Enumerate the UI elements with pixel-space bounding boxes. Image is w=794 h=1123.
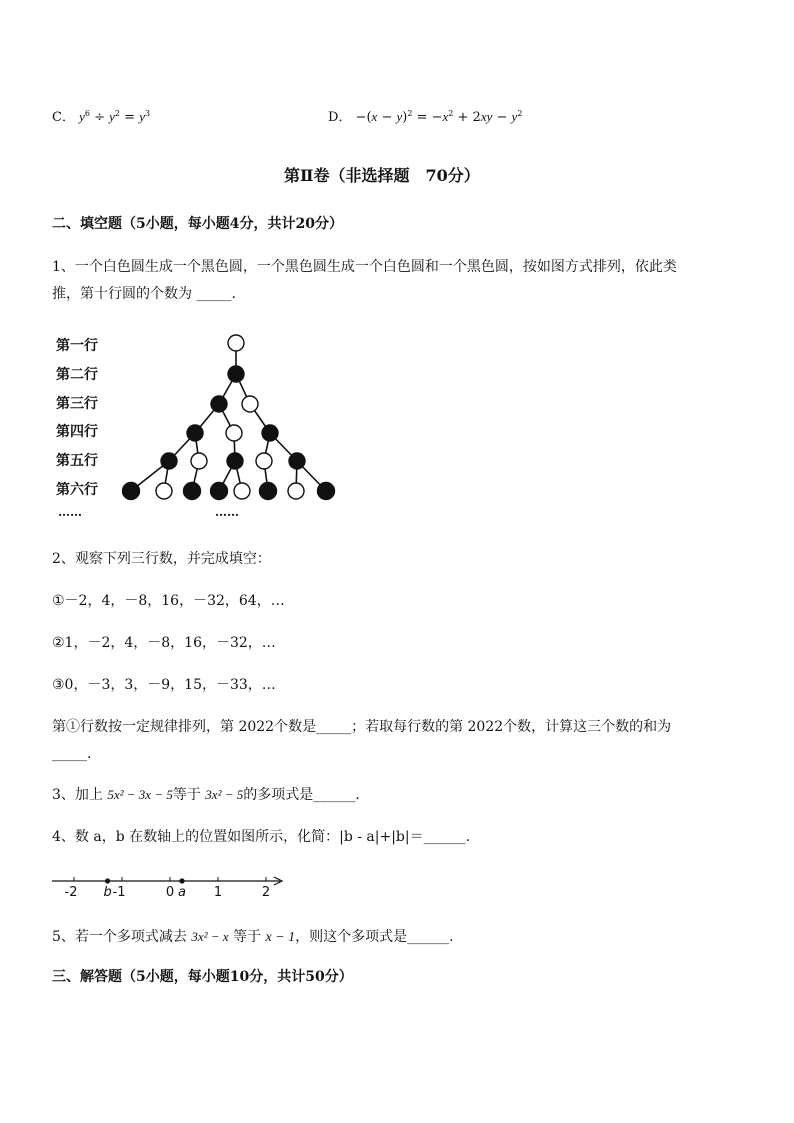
black-circle: [260, 483, 277, 500]
q1-line1: 1、一个白色圆生成一个黑色圆，一个黑色圆生成一个白色圆和一个黑色圆，按如图方式排列，依此类: [52, 259, 677, 275]
white-circle: [256, 453, 272, 469]
q2-row3: ③0，－3，3，－9，15，－33，…: [52, 677, 276, 693]
black-circle: [187, 425, 203, 441]
option-d: D． $-(x - y)^2 = -x^2 + 2xy - y^2$: [328, 109, 523, 125]
q5: 5、若一个多项式减去 3x² − x 等于 x − 1，则这个多项式是______.: [52, 929, 454, 945]
q2-row1: ①－2，4，－8，16，－32，64，…: [52, 593, 285, 609]
tree-dots-left: ……: [58, 505, 82, 519]
tree-row-label: 第四行: [56, 424, 98, 440]
black-circle: [228, 366, 244, 382]
section-title: 第Ⅱ卷（非选择题 70分）: [284, 166, 480, 185]
black-circle: [161, 453, 177, 469]
q3: 3、加上 5x² − 3x − 5等于 3x² − 5的多项式是______.: [52, 787, 360, 803]
white-circle: [234, 483, 250, 499]
number-line-tick-label: -1: [112, 885, 126, 900]
tree-row-label: 第五行: [56, 453, 98, 469]
tree-row-label: 第六行: [56, 482, 98, 498]
black-circle: [289, 453, 305, 469]
tree-row-label: 第二行: [56, 367, 98, 383]
white-circle: [191, 453, 207, 469]
q1-line2: 推，第十行圆的个数为 _____.: [52, 286, 236, 302]
option-d-letter: D．: [328, 110, 352, 125]
option-c-letter: C．: [52, 110, 75, 125]
black-circle: [318, 483, 335, 500]
black-circle: [211, 396, 227, 412]
number-line-tick-label: 1: [213, 885, 223, 900]
solve-section-heading: 三、解答题（5小题，每小题10分，共计50分）: [52, 969, 353, 985]
black-circle: [262, 425, 278, 441]
number-line: [50, 868, 290, 902]
tree-dots-center: ……: [215, 505, 239, 519]
q2-ask1: 第①行数按一定规律排列，第 2022个数是_____；若取每行数的第 2022个数，计算这三个数的和为: [52, 719, 672, 735]
black-circle: [184, 483, 201, 500]
fill-section-heading: 二、填空题（5小题，每小题4分，共计20分）: [52, 216, 343, 232]
black-circle: [123, 483, 140, 500]
white-circle: [226, 425, 242, 441]
white-circle: [288, 483, 304, 499]
number-line-tick-label: -2: [64, 885, 78, 900]
white-circle: [156, 483, 172, 499]
tree-row-label: 第三行: [56, 396, 98, 412]
tree-row-label: 第一行: [56, 338, 98, 354]
number-line-point-label: a: [178, 885, 186, 900]
circle-tree-figure: [118, 330, 348, 506]
q4: 4、数 a，b 在数轴上的位置如图所示，化简：|b - a|+|b|＝______.: [52, 829, 471, 845]
white-circle: [228, 335, 244, 351]
option-c: C． $y^6 \div y^2 = y^3$: [52, 109, 151, 125]
white-circle: [242, 396, 258, 412]
number-line-tick-label: 0: [165, 885, 175, 900]
q2-ask2: _____.: [52, 746, 92, 762]
number-line-point-label: b: [103, 885, 112, 900]
number-line-tick-label: 2: [261, 885, 271, 900]
black-circle: [211, 483, 228, 500]
number-line-point-a: [179, 878, 184, 883]
q2-intro: 2、观察下列三行数，并完成填空：: [52, 551, 271, 567]
number-line-point-b: [105, 878, 110, 883]
q2-row2: ②1，－2，4，－8，16，－32，…: [52, 635, 276, 651]
black-circle: [227, 453, 243, 469]
